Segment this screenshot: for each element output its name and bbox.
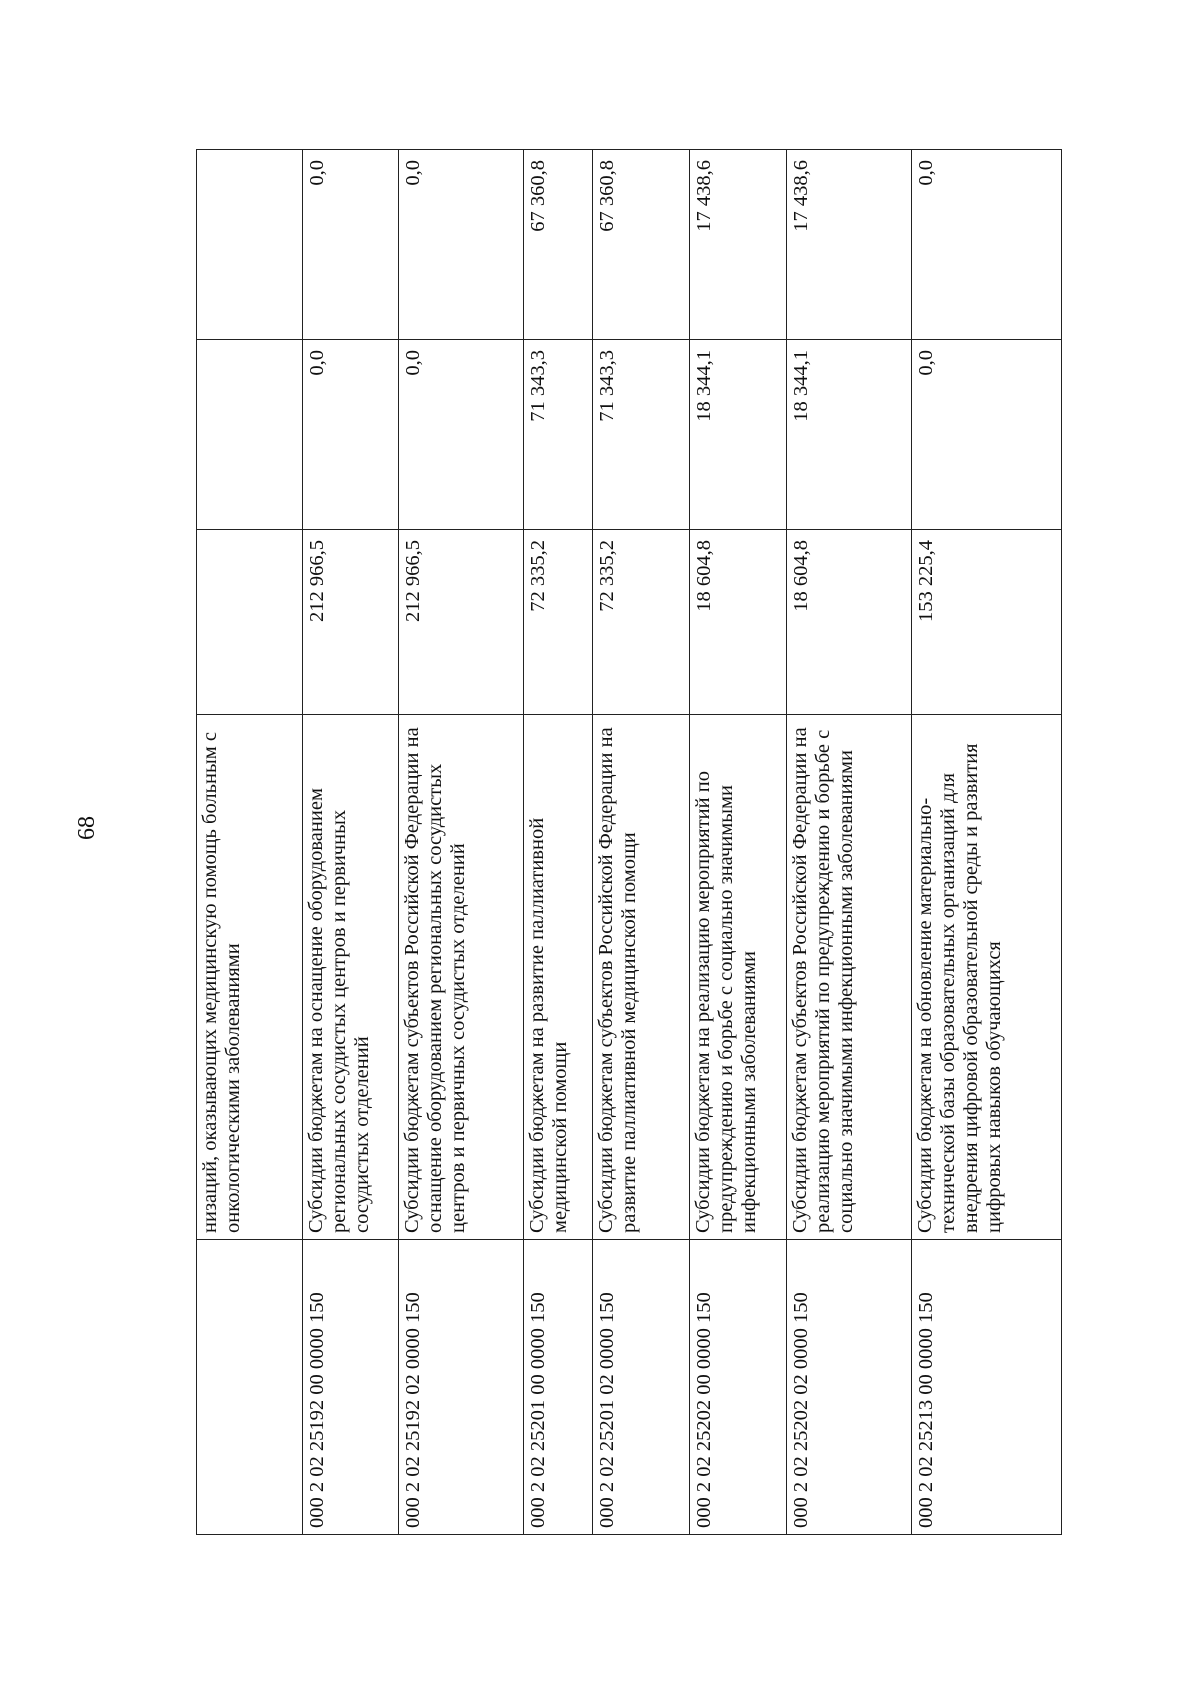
description-cell: Субсидии бюджетам на оснащение оборудованием региональных сосудистых центров и первичных сосудистых отделений xyxy=(303,715,399,1240)
value-cell-1: 72 335,2 xyxy=(524,530,593,715)
page-number: 68 xyxy=(74,816,100,840)
table-row xyxy=(912,150,1062,1535)
budget-code-cell: 000 2 02 25201 00 0000 150 xyxy=(524,1240,593,1535)
value-cell-1: 72 335,2 xyxy=(593,530,690,715)
budget-code-cell: 000 2 02 25192 02 0000 150 xyxy=(399,1240,524,1535)
budget-table xyxy=(196,149,1062,1535)
description-cell: низаций, оказывающих медицинскую помощь больным с онкологическими заболеваниями xyxy=(197,715,303,1240)
value-cell-1: 153 225,4 xyxy=(912,530,1062,715)
value-cell-3: 17 438,6 xyxy=(787,150,912,340)
value-cell-2: 0,0 xyxy=(399,340,524,530)
budget-code-cell: 000 2 02 25213 00 0000 150 xyxy=(912,1240,1062,1535)
budget-code-cell xyxy=(197,1240,303,1535)
table-row xyxy=(524,150,593,1535)
value-cell-1: 212 966,5 xyxy=(303,530,399,715)
value-cell-3: 17 438,6 xyxy=(690,150,787,340)
value-cell-2: 0,0 xyxy=(303,340,399,530)
value-cell-1: 18 604,8 xyxy=(690,530,787,715)
budget-code-cell: 000 2 02 25201 02 0000 150 xyxy=(593,1240,690,1535)
value-cell-2: 71 343,3 xyxy=(593,340,690,530)
description-cell: Субсидии бюджетам на реализацию мероприятий по предупреждению и борьбе с социально значимыми инфекционными заболеваниями xyxy=(690,715,787,1240)
description-cell: Субсидии бюджетам субъектов Российской Федерации на оснащение оборудованием региональных сосудистых центров и первичных сосудистых отделений xyxy=(399,715,524,1240)
value-cell-2: 0,0 xyxy=(912,340,1062,530)
description-cell: Субсидии бюджетам на развитие паллиативной медицинской помощи xyxy=(524,715,593,1240)
value-cell-3: 0,0 xyxy=(912,150,1062,340)
value-cell-3: 67 360,8 xyxy=(524,150,593,340)
value-cell-3: 0,0 xyxy=(303,150,399,340)
budget-code-cell: 000 2 02 25202 00 0000 150 xyxy=(690,1240,787,1535)
value-cell-2: 71 343,3 xyxy=(524,340,593,530)
table-row xyxy=(787,150,912,1535)
table-row xyxy=(197,150,303,1535)
value-cell-2 xyxy=(197,340,303,530)
table-row xyxy=(690,150,787,1535)
value-cell-1: 212 966,5 xyxy=(399,530,524,715)
description-cell: Субсидии бюджетам на обновление материально-технической базы образовательных организаций для внедрения цифровой образовательной среды и развития цифровых навыков обучающихся xyxy=(912,715,1062,1240)
value-cell-3: 0,0 xyxy=(399,150,524,340)
description-cell: Субсидии бюджетам субъектов Российской Федерации на реализацию мероприятий по предупреждению и борьбе с социально значимыми инфекционными заболеваниями xyxy=(787,715,912,1240)
value-cell-3 xyxy=(197,150,303,340)
table-row xyxy=(593,150,690,1535)
value-cell-1 xyxy=(197,530,303,715)
description-cell: Субсидии бюджетам субъектов Российской Федерации на развитие паллиативной медицинской помощи xyxy=(593,715,690,1240)
budget-code-cell: 000 2 02 25202 02 0000 150 xyxy=(787,1240,912,1535)
table-row xyxy=(303,150,399,1535)
rotated-table-container xyxy=(196,150,1158,1535)
budget-code-cell: 000 2 02 25192 00 0000 150 xyxy=(303,1240,399,1535)
value-cell-2: 18 344,1 xyxy=(787,340,912,530)
value-cell-3: 67 360,8 xyxy=(593,150,690,340)
value-cell-2: 18 344,1 xyxy=(690,340,787,530)
value-cell-1: 18 604,8 xyxy=(787,530,912,715)
table-row xyxy=(399,150,524,1535)
